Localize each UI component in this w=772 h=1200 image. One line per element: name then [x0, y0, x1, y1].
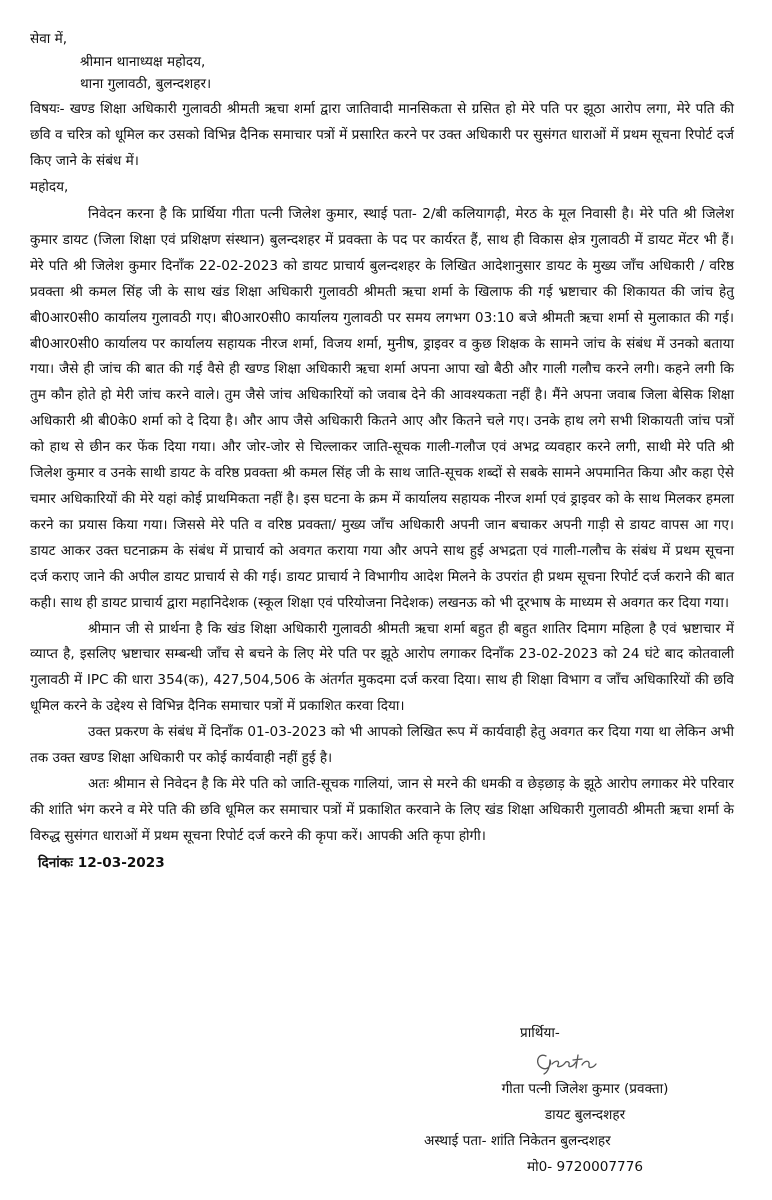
paragraph-1: निवेदन करना है कि प्रार्थिया गीता पत्नी जिलेश कुमार, स्थाई पता- 2/बी कलियागढ़ी, मेरठ के मूल निवासी है। मेरे पति श्री जिलेश कुमार डायट (जिला शिक्षा एवं प्रशिक्षण संस्थान) बुलन्दशहर में प्रवक्ता के पद पर कार्यरत हैं, साथ ही विकास क्षेत्र गुलावठी में डायट मेंटर भी हैं। मेरे पति श्री जिलेश कुमार दिनाँक 22-02-2023 को डायट प्राचार्य बुलन्दशहर के लिखित आदेशानुसार डायट के मुख्य जाँच अधिकारी / वरिष्ठ प्रवक्ता श्री कमल सिंह जी के साथ खंड शिक्षा अधिकारी गुलावठी श्रीमती ऋचा शर्मा के खिलाफ की गई भ्रष्टाचार की शिकायत की जांच हेतु बी0आर0सी0 कार्यालय गुलावठी गए। बी0आर0सी0 कार्यालय गुलावठी पर समय लगभग 03:10 बजे श्रीमती ऋचा शर्मा से मुलाकात की गई। बी0आर0सी0 कार्यालय पर कार्यालय सहायक नीरज शर्मा, विजय शर्मा, मुनीष, ड्राइवर व कुछ शिक्षक के सामने जांच के संबंध में उनको बताया गया। जैसे ही जांच की बात की गई वैसे ही खण्ड शिक्षा अधिकारी ऋचा शर्मा अपना आपा खो बैठी और गाली गलौच करने लगी। कहने लगी कि तुम कौन होते हो मेरी जांच करने वाले। तुम जैसे जांच अधिकारियों को जवाब देने की आवश्यकता नहीं है। मैंने अपना जवाब जिला बेसिक शिक्षा अधिकारी श्री बी0के0 शर्मा को दे दिया है। और आप जैसे अधिकारी कितने आए और कितने चले गए। उनके हाथ लगे सभी शिकायती जांच पत्रों को हाथ से छीन कर फेंक दिया गया। और जोर-जोर से चिल्लाकर जाति-सूचक गाली-गलौज एवं अभद्र व्यवहार करने लगी, साथी मेरे पति श्री जिलेश कुमार व उनके साथी डायट के वरिष्ठ प्रवक्ता श्री कमल सिंह जी के साथ जाति-सूचक शब्दों से सबके सामने अपमानित किया और कहा ऐसे चमार अधिकारियों की मेरे यहां कोई प्राथमिकता नहीं है। इस घटना के क्रम में कार्यालय सहायक नीरज शर्मा एवं ड्राइवर को के साथ मिलकर हमला करने का प्रयास किया गया। जिससे मेरे पति व वरिष्ठ प्रवक्ता/ मुख्य जाँच अधिकारी अपनी जान बचाकर अपनी गाड़ी से डायट वापस आ गए। डायट आकर उक्त घटनाक्रम के संबंध में प्राचार्य को अवगत कराया गया और अपने साथ हुई अभद्रता एवं गाली-गलौच के संबंध में प्रथम सूचना दर्ज कराए जाने की अपील डायट प्राचार्य से की गई। डायट प्राचार्य ने विभागीय आदेश मिलने के उपरांत ही प्रथम सूचना रिपोर्ट दर्ज कराने की बात कही। साथ ही डायट प्राचार्य द्वारा महानिदेशक (स्कूल शिक्षा एवं परियोजना निदेशक) लखनऊ को भी दूरभाष के माध्यम से अवगत कर दिया गया। [30, 206, 734, 611]
addressee-title: श्रीमान थानाध्यक्ष महोदय, [80, 53, 206, 70]
applicant-address: अस्थाई पता- शांति निकेतन बुलन्दशहर [424, 1133, 611, 1149]
salutation-to: सेवा में, [30, 31, 68, 47]
subject [30, 96, 734, 174]
applicant-mobile: मो0- 9720007776 [526, 1159, 643, 1175]
paragraph-4: अतः श्रीमान से निवेदन है कि मेरे पति को जाति-सूचक गालियां, जान से मरने की धमकी व छेड़छाड़ के झूठे आरोप लगाकर मेरे परिवार की शांति भंग करने व मेरे पति की छवि धूमिल कर समाचार पत्रों में प्रकाशित करवाने के लिए खंड शिक्षा अधिकारी गुलावठी श्रीमती ऋचा शर्मा के विरुद्ध सुसंगत धाराओं में प्रथम सूचना रिपोर्ट दर्ज करने की कृपा करें। आपकी अति कृपा होगी। [30, 775, 734, 844]
subject-label: विषयः- [30, 100, 65, 117]
date-value: 12-03-2023 [77, 854, 165, 871]
date-row [30, 852, 734, 874]
signature-block [420, 1020, 750, 1180]
signature-icon [532, 1046, 602, 1076]
date-label: दिनांकः [38, 854, 73, 871]
paragraph-3: उक्त प्रकरण के संबंध में दिनाँक 01-03-2023 को भी आपको लिखित रूप में कार्यवाही हेतु अवगत कर दिया गया था लेकिन अभी तक उक्त खण्ड शिक्षा अधिकारी पर कोई कार्यवाही नहीं हुई है। [30, 724, 734, 767]
handwritten-signature [420, 1046, 750, 1076]
applicant-name: गीता पत्नी जिलेश कुमार (प्रवक्ता) [501, 1081, 669, 1097]
addressee-station: थाना गुलावठी, बुलन्दशहर। [80, 76, 212, 92]
applicant-org: डायट बुलन्दशहर [544, 1107, 626, 1123]
subject-text: खण्ड शिक्षा अधिकारी गुलावठी श्रीमती ऋचा शर्मा द्वारा जातिवादी मानसिकता से ग्रसित हो मेरे पति पर झूठा आरोप लगा, मेरे पति की छवि व चरित्र को धूमिल कर उसको विभिन्न दैनिक समाचार पत्रों में प्रसारित करने पर उक्त अधिकारी पर सुसंगत धाराओं में प्रथम सूचना रिपोर्ट दर्ज किए जाने के संबंध में। [30, 100, 735, 169]
paragraph-2: श्रीमान जी से प्रार्थना है कि खंड शिक्षा अधिकारी गुलावठी श्रीमती ऋचा शर्मा बहुत ही बहुत शातिर दिमाग महिला है एवं भ्रष्टाचार में व्याप्त है, इसलिए भ्रष्टाचार सम्बन्धी जाँच से बचने के लिए मेरे पति पर झूठे आरोप लगाकर दिनाँक 23-02-2023 को 24 घंटे बाद कोतवाली गुलावठी में IPC की धारा 354(क), 427,504,506 के अंतर्गत मुकदमा दर्ज करवा दिया। साथ ही शिक्षा विभाग व जाँच अधिकारियों की छवि धूमिल करने के उद्देश्य से विभिन्न दैनिक समाचार पत्रों में प्रकाशित करवा दिया। [30, 620, 734, 715]
applicant-label: प्रार्थिया- [520, 1025, 560, 1041]
greeting: महोदय, [30, 178, 69, 195]
letter-body [30, 202, 734, 850]
